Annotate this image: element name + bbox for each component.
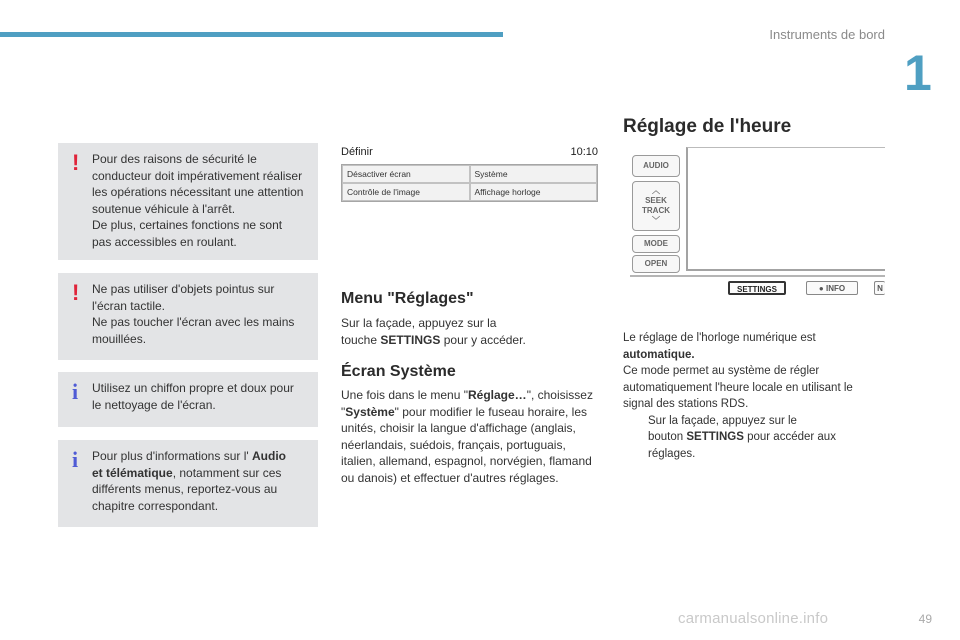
header-accent-bar — [0, 32, 503, 37]
touchscreen-warning-note — [58, 273, 318, 360]
info-icon: i — [72, 379, 79, 404]
note-line: l'écran tactile. — [92, 298, 165, 313]
note-line: Ne pas toucher l'écran avec les mains — [92, 315, 295, 329]
note-line: le nettoyage de l'écran. — [92, 397, 216, 412]
chapter-number: 1 — [904, 45, 932, 101]
screen-bezel — [686, 147, 885, 271]
menu-cell-disable-screen[interactable]: Désactiver écran — [342, 165, 470, 183]
note-line: différents menus, reportez-vous au — [92, 482, 278, 496]
settings-button[interactable]: SETTINGS — [728, 281, 786, 295]
section-title: Instruments de bord — [769, 27, 885, 42]
note-line: mouillées. — [92, 331, 147, 346]
menu-cell-system[interactable]: Système — [470, 165, 598, 183]
audio-button[interactable]: AUDIO — [632, 155, 680, 177]
chevron-down-icon: ﹀ — [652, 216, 660, 225]
reglage-heure-text: Le réglage de l'horloge numérique est automatique. Ce mode permet au système de régler automatiquement l'heure locale en utilisant le signal des stations RDS. Sur la façade, appuyez sur le bouton SETTINGS pour accéder aux réglages. — [623, 330, 893, 462]
note-line: chapitre correspondant. — [92, 498, 219, 513]
note-line: soutenue véhicule à l'arrêt. — [92, 201, 236, 216]
ecran-systeme-text: Une fois dans le menu "Réglage…", choisissez "Système" pour modifier le fuseau horaire, les unités, choisir la langue d'affichage (anglais, néerlandais, suédois, français, portuguais, italien, allemand, espagnol, norvégien, flamand ou danois) et effectuer d'autres réglages. — [341, 388, 593, 485]
note-line: les opérations nécessitant une attention — [92, 185, 304, 199]
note-line: pas accessibles en roulant. — [92, 234, 237, 249]
warning-icon: ! — [72, 150, 80, 175]
info-button[interactable]: ● INFO — [806, 281, 858, 295]
info-icon: i — [72, 447, 79, 472]
menu-cell-image-control[interactable]: Contrôle de l'image — [342, 183, 470, 201]
menu-reglages-text: Sur la façade, appuyez sur la touche SETTINGS pour y accéder. — [341, 316, 526, 347]
seek-track-button[interactable]: ︿ SEEK TRACK ﹀ — [632, 181, 680, 231]
warning-icon: ! — [72, 280, 80, 305]
screen-clock: 10:10 — [570, 146, 598, 158]
note-line: et télématique, notamment sur ces — [92, 465, 282, 480]
note-line: conducteur doit impérativement réaliser — [92, 168, 303, 183]
cleaning-info-note — [58, 372, 318, 427]
ecran-systeme-heading: Écran Système — [341, 363, 456, 380]
reglage-heure-heading: Réglage de l'heure — [623, 116, 792, 137]
partial-button[interactable]: N — [874, 281, 885, 295]
note-line: De plus, certaines fonctions ne sont — [92, 218, 283, 232]
audio-info-note — [58, 440, 318, 527]
open-button[interactable]: OPEN — [632, 255, 680, 273]
menu-cell-clock-display[interactable]: Affichage horloge — [470, 183, 598, 201]
watermark: carmanualsonline.info — [678, 610, 829, 627]
screen-title: Définir — [341, 146, 373, 158]
note-line: Pour des raisons de sécurité le — [92, 152, 257, 166]
safety-warning-note — [58, 143, 318, 260]
page-number: 49 — [918, 612, 932, 626]
mode-button[interactable]: MODE — [632, 235, 680, 253]
screen-menu-grid — [341, 164, 598, 202]
head-unit-panel-illustration — [630, 147, 885, 297]
button-strip — [630, 275, 885, 299]
note-line: Ne pas utiliser d'objets pointus sur — [92, 282, 275, 296]
note-line: Utilisez un chiffon propre et doux pour — [92, 381, 294, 395]
settings-screen-mockup — [341, 146, 598, 201]
chevron-up-icon: ︿ — [652, 186, 660, 195]
note-line: Pour plus d'informations sur l' Audio — [92, 449, 286, 463]
dot-icon: ● — [818, 284, 824, 293]
instruction-step: Sur la façade, appuyez sur le bouton SETTINGS pour accéder aux réglages. — [648, 414, 836, 460]
menu-reglages-heading: Menu "Réglages" — [341, 290, 474, 307]
